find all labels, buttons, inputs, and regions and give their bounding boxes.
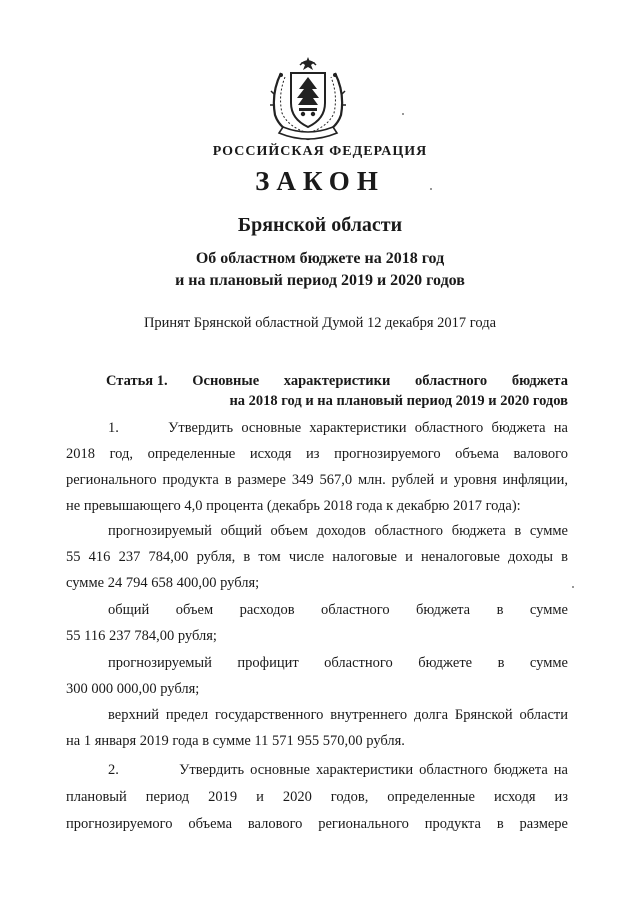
subtitle-line: и на плановый период 2019 и 2020 годов bbox=[175, 272, 465, 289]
text-line: 2. Утвердить основные характеристики областного бюджета на bbox=[108, 762, 568, 778]
text-line: на 1 января 2019 года в сумме 11 571 955 570,00 рубля. bbox=[66, 733, 405, 749]
paragraph-6 bbox=[66, 760, 568, 841]
text-line: 300 000 000,00 рубля; bbox=[66, 681, 200, 697]
scan-speck bbox=[430, 188, 432, 190]
paragraph-3 bbox=[66, 600, 568, 652]
paragraph-5 bbox=[66, 705, 568, 757]
text-line: прогнозируемого объема валового регионального продукта в размере bbox=[66, 816, 568, 832]
text-line: прогнозируемый общий объем доходов областного бюджета в сумме bbox=[108, 523, 568, 539]
paragraph-2 bbox=[66, 521, 568, 599]
region-heading: Брянской области bbox=[237, 214, 403, 236]
scan-speck bbox=[402, 113, 404, 115]
text-line: плановый период 2019 и 2020 годов, определенные исходя из bbox=[66, 789, 568, 805]
text-line: 55 416 237 784,00 рубля, в том числе налоговые и неналоговые доходы в bbox=[66, 549, 568, 565]
paragraph-4 bbox=[66, 653, 568, 705]
text-line: 1. Утвердить основные характеристики областного бюджета на bbox=[108, 420, 568, 436]
text-line: прогнозируемый профицит областного бюджете в сумме bbox=[108, 655, 568, 671]
article-heading bbox=[106, 371, 568, 411]
paragraph-1 bbox=[66, 418, 568, 522]
article-number: Статья 1. bbox=[106, 373, 168, 389]
text-line: верхний предел государственного внутреннего долга Брянской области bbox=[108, 707, 568, 723]
article-word: Основные bbox=[192, 373, 260, 389]
adoption-note: Принят Брянской областной Думой 12 декабря 2017 года bbox=[143, 315, 497, 331]
text-line: не превышающего 4,0 процента (декабрь 2018 года к декабрю 2017 года): bbox=[66, 498, 521, 514]
article-heading-line bbox=[106, 371, 568, 391]
text-line: регионального продукта в размере 349 567,0 млн. рублей и уровня инфляции, bbox=[66, 472, 568, 488]
country-heading: РОССИЙСКАЯ ФЕДЕРАЦИЯ bbox=[212, 144, 428, 159]
article-word: областного bbox=[415, 373, 488, 389]
article-word: бюджета bbox=[511, 373, 568, 389]
text-line: общий объем расходов областного бюджета в сумме bbox=[108, 602, 568, 618]
article-word: характеристики bbox=[283, 373, 391, 389]
text-line: сумме 24 794 658 400,00 рубля; bbox=[66, 575, 260, 591]
text-line: 55 116 237 784,00 рубля; bbox=[66, 628, 217, 644]
coat-of-arms-icon bbox=[267, 55, 349, 141]
document-subtitle bbox=[0, 248, 640, 292]
scan-speck bbox=[572, 586, 574, 588]
article-heading-line: на 2018 год и на плановый период 2019 и 2020 годов bbox=[229, 393, 568, 409]
law-heading: ЗАКОН bbox=[255, 166, 385, 196]
text-line: 2018 год, определенные исходя из прогнозируемого объема валового bbox=[66, 446, 568, 462]
subtitle-line: Об областном бюджете на 2018 год bbox=[195, 250, 445, 267]
